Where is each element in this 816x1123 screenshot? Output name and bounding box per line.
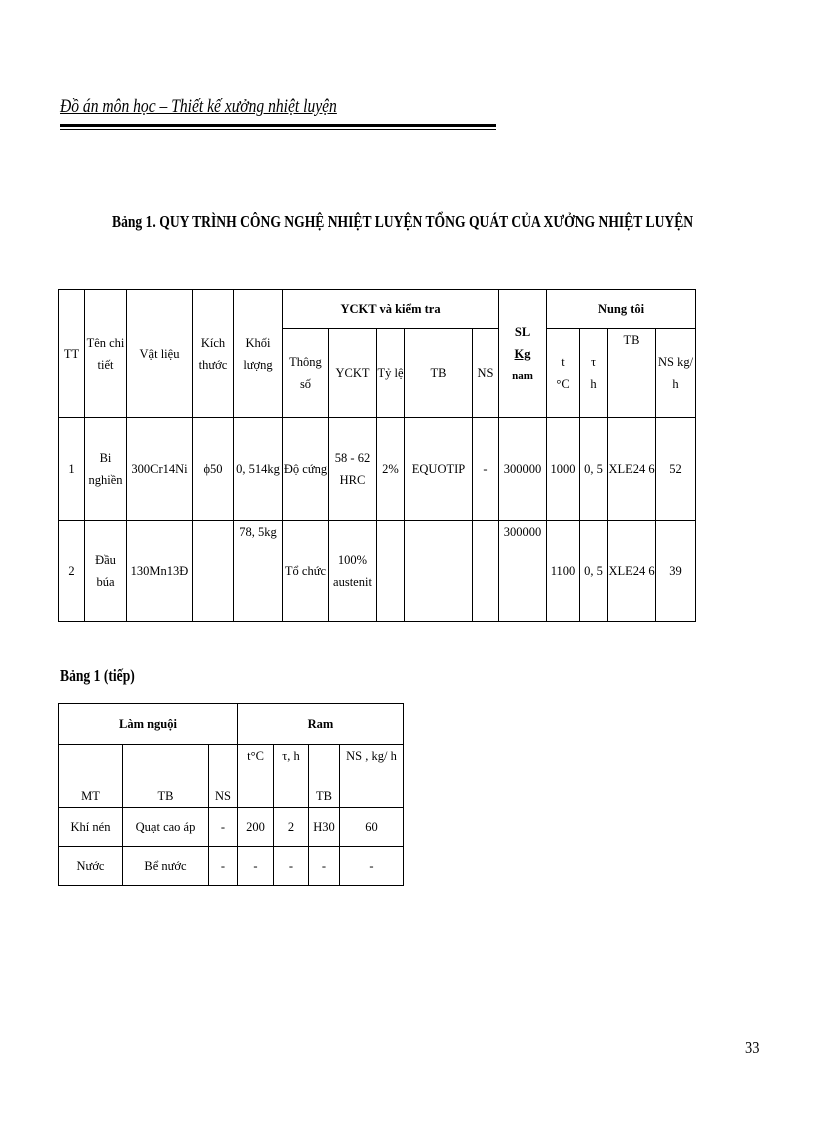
col-header-sl xyxy=(499,290,547,418)
col-group-lam-nguoi: Làm nguội xyxy=(59,704,238,745)
cell-ns: - xyxy=(209,847,238,886)
col-header-tb2: TB xyxy=(608,329,656,418)
page-header-title: Đồ án môn học – Thiết kế xưởng nhiệt luyện xyxy=(60,96,337,117)
col-header-tb: TB xyxy=(123,745,209,808)
table1-caption: Bảng 1. QUY TRÌNH CÔNG NGHỆ NHIỆT LUYỆN TỔNG QUÁT CỦA XƯỞNG NHIỆT LUYỆN xyxy=(112,212,694,231)
cell-tau: - xyxy=(274,847,309,886)
cell-yckt: 100% austenit xyxy=(329,521,377,622)
process-table xyxy=(58,289,696,622)
col-header-ns: NS xyxy=(209,745,238,808)
table-row xyxy=(59,808,404,847)
col-header-yckt: YCKT xyxy=(329,329,377,418)
cell-tt: 1 xyxy=(59,418,85,521)
col-header-thong-so: Thông số xyxy=(283,329,329,418)
cell-ten: Đầu búa xyxy=(85,521,127,622)
cell-ns2: - xyxy=(340,847,404,886)
col-header-t xyxy=(547,329,580,418)
cell-tb2: - xyxy=(309,847,340,886)
cell-tb2: H30 xyxy=(309,808,340,847)
col-header-ty-le: Tỷ lệ xyxy=(377,329,405,418)
cell-sl: 300000 xyxy=(499,418,547,521)
cell-kich-thuoc: ϕ50 xyxy=(193,418,234,521)
cell-vat-lieu: 300Cr14Ni xyxy=(127,418,193,521)
col-header-kich-thuoc: Kích thước xyxy=(193,290,234,418)
col-header-tt: TT xyxy=(59,290,85,418)
cell-t: 200 xyxy=(238,808,274,847)
cell-ns2: 39 xyxy=(656,521,696,622)
cell-tb: Bể nước xyxy=(123,847,209,886)
cell-ten: Bi nghiền xyxy=(85,418,127,521)
cell-tau: 0, 5 xyxy=(580,521,608,622)
table-row xyxy=(59,847,404,886)
col-header-khoi-luong: Khối lượng xyxy=(234,290,283,418)
cell-tt: 2 xyxy=(59,521,85,622)
cell-thong-so: Độ cứng xyxy=(283,418,329,521)
sl-unit: Kg xyxy=(514,346,531,361)
t-unit: °C xyxy=(556,377,570,391)
cell-t: 1000 xyxy=(547,418,580,521)
col-header-tb2: TB xyxy=(309,745,340,808)
cell-tb2: XLE24 6 xyxy=(608,521,656,622)
cell-ns2: 60 xyxy=(340,808,404,847)
table-row xyxy=(59,418,696,521)
col-header-ten-chi-tiet: Tên chi tiết xyxy=(85,290,127,418)
col-group-ram: Ram xyxy=(238,704,404,745)
t-label: t xyxy=(561,355,565,369)
cell-tb: Quạt cao áp xyxy=(123,808,209,847)
tau-label: τ xyxy=(591,355,597,369)
col-group-yckt: YCKT và kiểm tra xyxy=(283,290,499,329)
cell-khoi-luong: 78, 5kg xyxy=(234,521,283,622)
cell-khoi-luong: 0, 514kg xyxy=(234,418,283,521)
col-header-ns2: NS , kg/ h xyxy=(340,745,404,808)
cell-ns xyxy=(473,521,499,622)
cooling-tempering-table xyxy=(58,703,404,886)
cell-t: - xyxy=(238,847,274,886)
sl-label: SL xyxy=(514,324,531,339)
table2-caption: Bảng 1 (tiếp) xyxy=(60,666,135,685)
col-header-mt: MT xyxy=(59,745,123,808)
col-header-vat-lieu: Vật liệu xyxy=(127,290,193,418)
header-rule-thin xyxy=(60,129,496,130)
tau-unit: h xyxy=(590,377,597,391)
cell-kich-thuoc xyxy=(193,521,234,622)
col-header-tb: TB xyxy=(405,329,473,418)
cell-ty-le xyxy=(377,521,405,622)
cell-mt: Khí nén xyxy=(59,808,123,847)
col-header-t: t°C xyxy=(238,745,274,808)
col-group-nung-toi: Nung tôi xyxy=(547,290,696,329)
cell-yckt: 58 - 62 HRC xyxy=(329,418,377,521)
cell-tb xyxy=(405,521,473,622)
cell-tau: 0, 5 xyxy=(580,418,608,521)
cell-tb: EQUOTIP xyxy=(405,418,473,521)
col-header-ns2: NS kg/ h xyxy=(656,329,696,418)
header-rule xyxy=(60,124,496,127)
col-header-tau: τ, h xyxy=(274,745,309,808)
cell-ns: - xyxy=(473,418,499,521)
cell-ns2: 52 xyxy=(656,418,696,521)
col-header-ns: NS xyxy=(473,329,499,418)
cell-tb2: XLE24 6 xyxy=(608,418,656,521)
cell-t: 1100 xyxy=(547,521,580,622)
sl-per: nam xyxy=(512,369,533,382)
cell-ns: - xyxy=(209,808,238,847)
cell-vat-lieu: 130Mn13Đ xyxy=(127,521,193,622)
col-header-tau xyxy=(580,329,608,418)
page-number: 33 xyxy=(745,1038,760,1057)
cell-thong-so: Tổ chức xyxy=(283,521,329,622)
cell-ty-le: 2% xyxy=(377,418,405,521)
table-row xyxy=(59,521,696,622)
cell-sl: 300000 xyxy=(499,521,547,622)
cell-tau: 2 xyxy=(274,808,309,847)
cell-mt: Nước xyxy=(59,847,123,886)
